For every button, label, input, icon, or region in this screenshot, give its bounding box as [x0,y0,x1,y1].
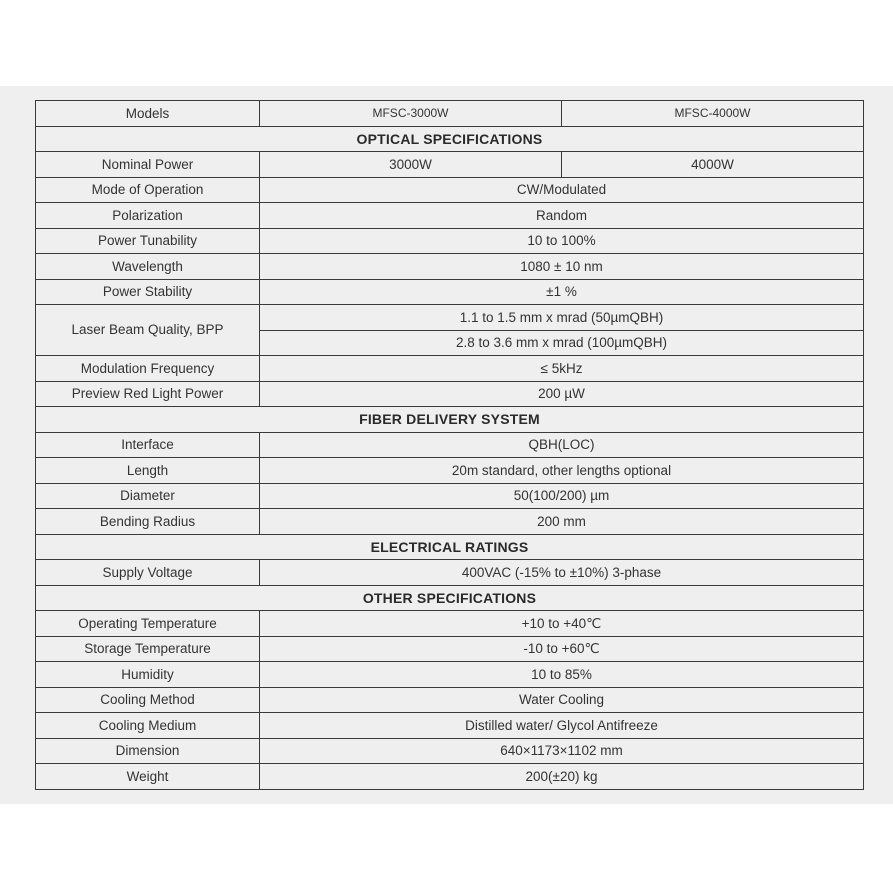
table-row [36,458,864,484]
row-value: 50(100/200) µm [260,483,864,509]
row-value: CW/Modulated [260,177,864,203]
table-row [36,636,864,662]
row-value: ±1 % [260,279,864,305]
nominal-power-b: 4000W [562,152,864,178]
row-label: Polarization [36,203,260,229]
table-row [36,228,864,254]
section-row [36,534,864,560]
row-value: Water Cooling [260,687,864,713]
nominal-power-a: 3000W [260,152,562,178]
row-value: 1080 ± 10 nm [260,254,864,280]
row-label: Nominal Power [36,152,260,178]
spec-table [35,100,864,790]
bpp-value-2: 2.8 to 3.6 mm x mrad (100µmQBH) [260,330,864,356]
row-label: Modulation Frequency [36,356,260,382]
row-label: Power Stability [36,279,260,305]
bpp-value-1: 1.1 to 1.5 mm x mrad (50µmQBH) [260,305,864,331]
section-title-optical: OPTICAL SPECIFICATIONS [36,126,864,152]
section-title-fiber: FIBER DELIVERY SYSTEM [36,407,864,433]
row-label: Power Tunability [36,228,260,254]
table-row [36,560,864,586]
row-label: Preview Red Light Power [36,381,260,407]
row-label: Laser Beam Quality, BPP [36,305,260,356]
row-value: QBH(LOC) [260,432,864,458]
row-value: +10 to +40℃ [260,611,864,637]
table-row [36,101,864,127]
row-label: Length [36,458,260,484]
section-row [36,407,864,433]
row-value: 400VAC (-15% to ±10%) 3-phase [260,560,864,586]
row-label: Humidity [36,662,260,688]
row-label: Operating Temperature [36,611,260,637]
row-value: 200 mm [260,509,864,535]
row-label: Weight [36,764,260,790]
table-row [36,254,864,280]
model-a: MFSC-3000W [260,101,562,127]
table-row [36,152,864,178]
table-row [36,687,864,713]
section-row [36,126,864,152]
row-value: 10 to 100% [260,228,864,254]
spec-panel [0,86,893,804]
row-label: Dimension [36,738,260,764]
table-row [36,611,864,637]
table-row [36,509,864,535]
row-label: Mode of Operation [36,177,260,203]
table-row [36,203,864,229]
table-row [36,662,864,688]
models-label: Models [36,101,260,127]
row-value: 640×1173×1102 mm [260,738,864,764]
table-row [36,177,864,203]
section-row [36,585,864,611]
row-label: Cooling Medium [36,713,260,739]
row-label: Bending Radius [36,509,260,535]
table-row [36,432,864,458]
row-value: 20m standard, other lengths optional [260,458,864,484]
section-title-electrical: ELECTRICAL RATINGS [36,534,864,560]
row-value: 10 to 85% [260,662,864,688]
row-value: Random [260,203,864,229]
table-row [36,305,864,331]
table-row [36,764,864,790]
model-b: MFSC-4000W [562,101,864,127]
row-value: ≤ 5kHz [260,356,864,382]
section-title-other: OTHER SPECIFICATIONS [36,585,864,611]
row-label: Supply Voltage [36,560,260,586]
row-value: 200(±20) kg [260,764,864,790]
row-label: Wavelength [36,254,260,280]
row-label: Storage Temperature [36,636,260,662]
table-row [36,483,864,509]
table-row [36,738,864,764]
table-row [36,713,864,739]
table-row [36,279,864,305]
row-label: Interface [36,432,260,458]
table-row [36,356,864,382]
row-value: 200 µW [260,381,864,407]
table-row [36,381,864,407]
row-label: Diameter [36,483,260,509]
row-value: Distilled water/ Glycol Antifreeze [260,713,864,739]
row-label: Cooling Method [36,687,260,713]
row-value: -10 to +60℃ [260,636,864,662]
